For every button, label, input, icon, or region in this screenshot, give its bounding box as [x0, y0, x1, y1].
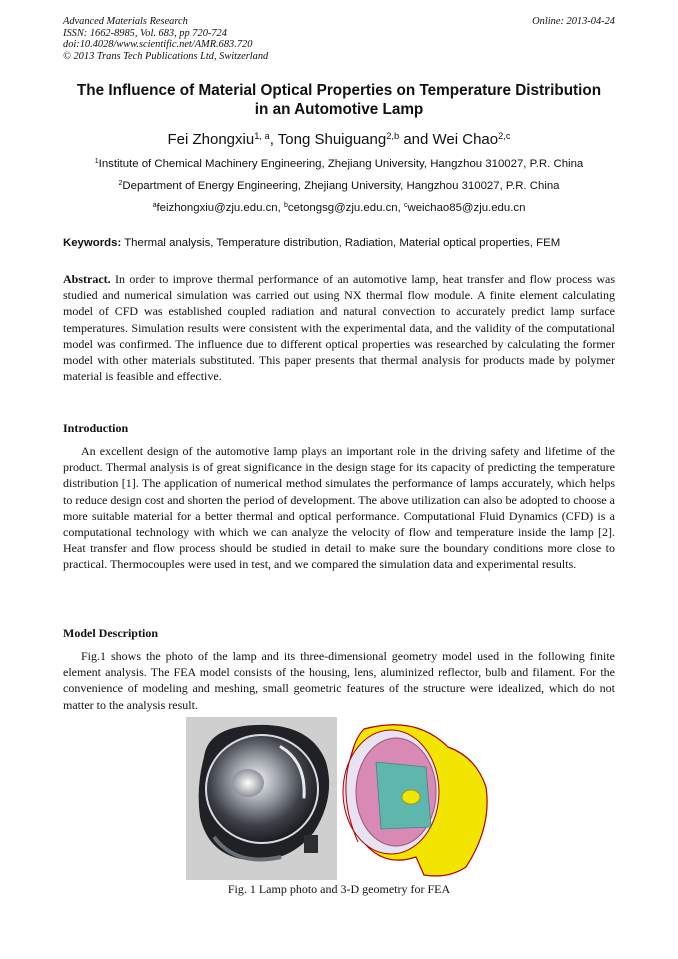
keywords-text: Thermal analysis, Temperature distribution, Radiation, Material optical properties, FEM — [121, 237, 561, 249]
model-description-heading: Model Description — [63, 626, 158, 640]
email-c-sup: c — [403, 202, 408, 210]
title-line-1: The Influence of Material Optical Properties on Temperature Distribution — [76, 82, 602, 99]
affiliation-1 — [30, 157, 648, 171]
author-2: , Tong Shuiguang — [269, 131, 387, 148]
fea-geometry — [337, 717, 492, 880]
author-1-sup: 1, a — [254, 130, 270, 141]
figure-1-image — [186, 717, 492, 880]
fea-bulb — [402, 790, 420, 804]
online-date: Online: 2013-04-24 — [532, 16, 615, 27]
email-a-sup: a — [152, 202, 157, 210]
email-c: weichao85@zju.edu.cn — [407, 202, 526, 214]
author-2-sup: 2,b — [386, 130, 400, 141]
affiliation-1-sup: 1 — [94, 158, 99, 166]
abstract — [63, 271, 615, 384]
affiliation-2-text: Department of Energy Engineering, Zhejiang University, Hangzhou 310027, P.R. China — [122, 180, 560, 192]
author-emails — [30, 201, 648, 215]
abstract-text: In order to improve thermal performance of an automotive lamp, heat transfer and flow process was studied and numerical simulation was carried out using NX thermal flow module. A finite element calculating model of CFD was established coupled radiation and natural convection to accurately predict lamp surface temperatures. Simulation results were consistent with the experimental data, and the validity of the computational model was confirmed. The influence due to different optical properties was researched by calculating the former model with other materials substituted. This paper presents that thermal analysis for products made by polymer material is feasible and effective. — [63, 272, 615, 384]
keywords — [63, 236, 623, 250]
email-a: feizhongxiu@zju.edu.cn, — [156, 202, 281, 214]
lamp-photo — [186, 717, 337, 880]
figure-1 — [186, 717, 492, 880]
affiliation-2-sup: 2 — [118, 180, 123, 188]
abstract-label: Abstract. — [63, 272, 111, 286]
introduction-heading: Introduction — [63, 421, 129, 435]
affiliation-2 — [30, 179, 648, 193]
lamp-bulb-photo — [232, 769, 264, 797]
email-b: cetongsg@zju.edu.cn, — [287, 202, 401, 214]
author-list — [40, 131, 638, 149]
figure-1-caption: Fig. 1 Lamp photo and 3-D geometry for FEA — [227, 882, 451, 896]
paper-title — [40, 81, 638, 119]
author-3-sup: 2,c — [498, 130, 511, 141]
journal-header — [63, 16, 615, 62]
model-description-paragraph: Fig.1 shows the photo of the lamp and its three-dimensional geometry model used in the following finite element analysis. The FEA model consists of the housing, lens, aluminized reflector, bulb and filament. For the convenience of modeling and meshing, small geometric features of the structure were idealized, which do not matter to the analysis result. — [63, 649, 615, 712]
email-b-sup: b — [283, 202, 288, 210]
author-3: and Wei Chao — [399, 131, 499, 148]
author-1: Fei Zhongxiu — [167, 131, 255, 148]
keywords-label: Keywords: — [63, 237, 122, 249]
journal-issn: ISSN: 1662-8985, Vol. 683, pp 720-724 — [63, 27, 227, 39]
journal-copyright: © 2013 Trans Tech Publications Ltd, Switzerland — [63, 50, 269, 62]
journal-doi: doi:10.4028/www.scientific.net/AMR.683.720 — [63, 39, 253, 50]
introduction-paragraph: An excellent design of the automotive lamp plays an important role in the driving safety and lifetime of the product. Thermal analysis is of great significance in the design stage for its capacity of predicting the temperature distribution [1]. The application of numerical method simulates the performance of lamps accurately, which helps to reduce design cost and shorten the period of development. The above utilization can also be adopted to choose a more suitable material for a better thermal and optical performance. Computational Fluid Dynamics (CFD) is a computational technology with which we can analyze the velocity of flow and temperature inside the lamp [2]. Heat transfer and flow process should be studied in detail to make sure the boundary conditions more close to practical. Thermocouples were used in test, and we compared the simulation data and experimental results. — [63, 444, 615, 572]
lamp-connector — [304, 835, 318, 853]
title-line-2: in an Automotive Lamp — [254, 101, 424, 118]
journal-name: Advanced Materials Research — [63, 16, 188, 27]
affiliation-1-text: Institute of Chemical Machinery Engineering, Zhejiang University, Hangzhou 310027, P.R. China — [98, 158, 584, 170]
